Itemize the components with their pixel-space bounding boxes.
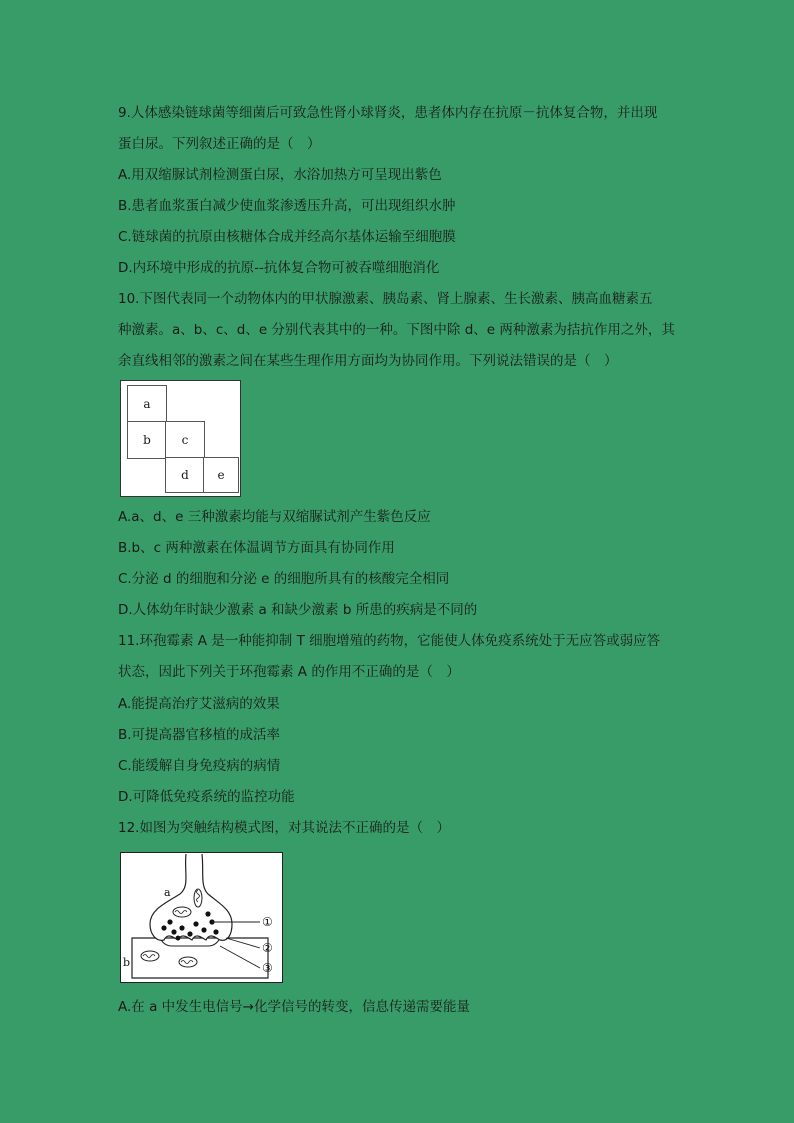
q10-stem-line-3: 余直线相邻的激素之间在某些生理作用方面均为协同作用。下列说法错误的是（ ） [118, 353, 618, 369]
q9-stem-line-1: 9.人体感染链球菌等细菌后可致急性肾小球肾炎，患者体内存在抗原－抗体复合物，并出现 [118, 105, 658, 121]
q10-option-d: D.人体幼年时缺少激素 a 和缺少激素 b 所患的疾病是不同的 [118, 602, 478, 618]
synapse-figure [120, 852, 283, 983]
q9-stem-line-2: 蛋白尿。下列叙述正确的是（ ） [118, 136, 321, 152]
synapse-diagram [120, 852, 283, 983]
q9-option-d: D.内环境中形成的抗原--抗体复合物可被吞噬细胞消化 [118, 260, 440, 276]
label-3: ③ [262, 961, 273, 975]
label-b: b [123, 956, 131, 969]
q11-option-b: B.可提高器官移植的成活率 [118, 727, 281, 743]
hormone-grid-figure [120, 380, 241, 497]
grid-cell-c: c [165, 421, 205, 459]
q11-option-d: D.可降低免疫系统的监控功能 [118, 789, 295, 805]
label-1: ① [262, 915, 273, 929]
q10-option-a: A.a、d、e 三种激素均能与双缩脲试剂产生紫色反应 [118, 509, 431, 525]
q9-option-a: A.用双缩脲试剂检测蛋白尿，水浴加热方可呈现出紫色 [118, 167, 442, 183]
q12-stem: 12.如图为突触结构模式图，对其说法不正确的是（ ） [118, 820, 450, 836]
label-2: ② [262, 941, 273, 955]
q11-option-c: C.能缓解自身免疫病的病情 [118, 758, 281, 774]
q11-stem-line-1: 11.环孢霉素 A 是一种能抑制 T 细胞增殖的药物，它能使人体免疫系统处于无应答或弱应答 [118, 633, 661, 649]
q11-option-a: A.能提高治疗艾滋病的效果 [118, 696, 280, 712]
grid-cell-a: a [127, 385, 167, 423]
q10-option-b: B.b、c 两种激素在体温调节方面具有协同作用 [118, 540, 395, 556]
q10-stem-line-1: 10.下图代表同一个动物体内的甲状腺激素、胰岛素、肾上腺素、生长激素、胰高血糖素五 [118, 291, 653, 307]
q9-option-b: B.患者血浆蛋白减少使血浆渗透压升高，可出现组织水肿 [118, 198, 456, 214]
grid-cell-b: b [127, 421, 167, 459]
grid-cell-d: d [165, 457, 205, 493]
q10-stem-line-2: 种激素。a、b、c、d、e 分别代表其中的一种。下图中除 d、e 两种激素为拮抗作用之外，其 [118, 322, 675, 338]
q9-option-c: C.链球菌的抗原由核糖体合成并经高尔基体运输至细胞膜 [118, 229, 456, 245]
label-a: a [164, 886, 171, 899]
q10-option-c: C.分泌 d 的细胞和分泌 e 的细胞所具有的核酸完全相同 [118, 571, 450, 587]
q12-option-a: A.在 a 中发生电信号→化学信号的转变，信息传递需要能量 [118, 999, 470, 1015]
q11-stem-line-2: 状态，因此下列关于环孢霉素 A 的作用不正确的是（ ） [118, 664, 460, 680]
grid-cell-e: e [203, 457, 239, 493]
